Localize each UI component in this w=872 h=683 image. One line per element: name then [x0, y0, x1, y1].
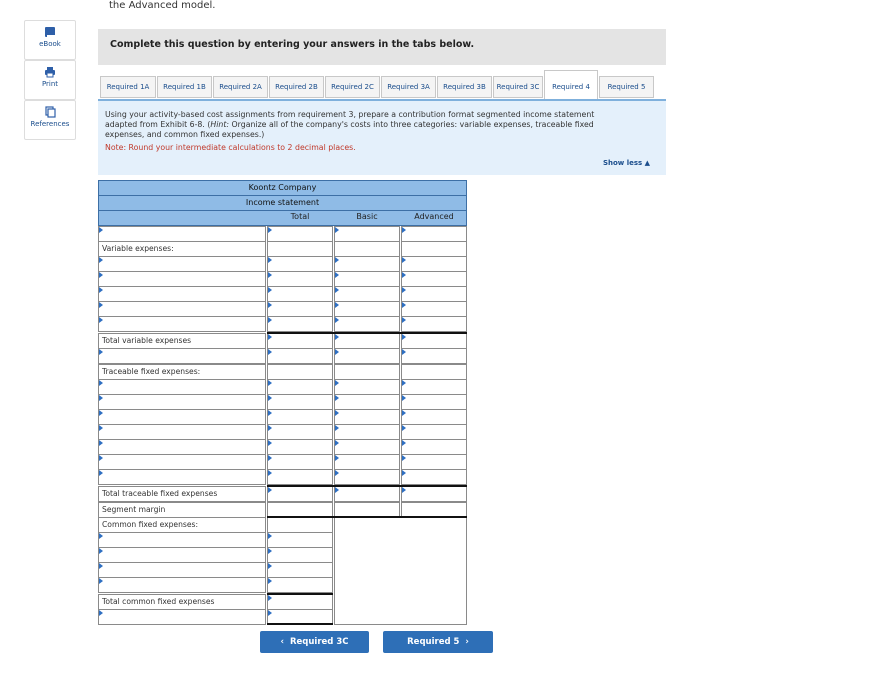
instruction-banner [98, 29, 666, 65]
variable-expense-row-3-label-cell[interactable] [98, 286, 266, 302]
traceable-fixed-row-5-basic-input[interactable] [334, 439, 400, 455]
chevron-right-icon: › [465, 637, 469, 647]
segment-margin-row-label-cell [98, 502, 266, 518]
common-fixed-row-2-label-cell[interactable] [98, 547, 266, 563]
company-name: Koontz Company [248, 183, 317, 192]
statement-title-header [98, 195, 467, 211]
book-icon [44, 26, 56, 38]
traceable-fixed-row-4-advanced-input[interactable] [401, 424, 467, 440]
traceable-fixed-header-row-basic-input [334, 364, 400, 380]
total-variable-expenses-row-basic-input[interactable] [334, 333, 400, 349]
traceable-fixed-row-2-total-input[interactable] [267, 394, 333, 410]
references-label: References [30, 120, 70, 128]
variable-expense-row-3-advanced-input[interactable] [401, 286, 467, 302]
revenue-row-advanced-input[interactable] [401, 226, 467, 242]
traceable-fixed-row-4-total-input[interactable] [267, 424, 333, 440]
rounding-note: Note: Round your intermediate calculations to 2 decimal places. [105, 143, 356, 152]
tab-required-4[interactable]: Required 4 [544, 70, 598, 100]
show-less-toggle[interactable] [603, 159, 650, 167]
company-name-header [98, 180, 467, 196]
traceable-fixed-row-3-label-cell[interactable] [98, 409, 266, 425]
segment-margin-row-label: Segment margin [102, 505, 166, 514]
instructions-panel [98, 101, 666, 175]
variable-expense-row-2-advanced-input[interactable] [401, 271, 467, 287]
prev-required-button[interactable] [260, 631, 369, 653]
tab-required-2c[interactable]: Required 2C [325, 76, 380, 98]
total-rule-2 [267, 485, 467, 487]
traceable-fixed-row-6-advanced-input[interactable] [401, 454, 467, 470]
total-variable-expenses-row-advanced-input[interactable] [401, 333, 467, 349]
variable-expense-row-4-label-cell[interactable] [98, 301, 266, 317]
total-rule-3 [267, 516, 467, 518]
total-traceable-fixed-row-label: Total traceable fixed expenses [102, 489, 218, 498]
tab-bar [98, 70, 666, 100]
traceable-fixed-row-1-basic-input[interactable] [334, 379, 400, 395]
variable-expense-row-5-advanced-input[interactable] [401, 316, 467, 332]
total-variable-expenses-row-label: Total variable expenses [102, 336, 192, 345]
net-operating-income-row-label-cell[interactable] [98, 609, 266, 625]
traceable-fixed-row-2-basic-input[interactable] [334, 394, 400, 410]
tab-required-2b[interactable]: Required 2B [269, 76, 324, 98]
variable-expense-row-1-advanced-input[interactable] [401, 256, 467, 272]
variable-expense-row-4-basic-input[interactable] [334, 301, 400, 317]
variable-expense-row-2-label-cell[interactable] [98, 271, 266, 287]
instructions-line-3: expenses, and common fixed expenses.) [105, 130, 265, 139]
empty-segment-area [334, 517, 467, 625]
total-rule-4 [267, 593, 333, 595]
revenue-row-label-cell[interactable] [98, 226, 266, 242]
tab-required-5[interactable]: Required 5 [599, 76, 654, 98]
traceable-fixed-row-2-label-cell[interactable] [98, 394, 266, 410]
variable-expense-row-1-basic-input[interactable] [334, 256, 400, 272]
traceable-fixed-row-4-basic-input[interactable] [334, 424, 400, 440]
traceable-fixed-header-row-total-input [267, 364, 333, 380]
variable-expense-row-4-advanced-input[interactable] [401, 301, 467, 317]
variable-expense-row-3-basic-input[interactable] [334, 286, 400, 302]
print-label: Print [41, 80, 59, 88]
caret-up-icon: ▲ [644, 159, 650, 167]
variable-expense-row-2-total-input[interactable] [267, 271, 333, 287]
print-button[interactable] [24, 60, 76, 100]
variable-expense-row-4-total-input[interactable] [267, 301, 333, 317]
traceable-fixed-row-5-total-input[interactable] [267, 439, 333, 455]
column-header-total: Total [290, 212, 310, 221]
common-fixed-header-row-label: Common fixed expenses: [102, 520, 199, 529]
traceable-fixed-row-7-label-cell[interactable] [98, 469, 266, 485]
traceable-fixed-row-7-basic-input[interactable] [334, 469, 400, 485]
tab-required-3b[interactable]: Required 3B [437, 76, 492, 98]
common-fixed-row-1-label-cell[interactable] [98, 532, 266, 548]
traceable-fixed-header-row-advanced-input [401, 364, 467, 380]
traceable-fixed-row-3-basic-input[interactable] [334, 409, 400, 425]
tab-required-1b[interactable]: Required 1B [157, 76, 212, 98]
instructions-text [105, 110, 657, 140]
traceable-fixed-row-5-advanced-input[interactable] [401, 439, 467, 455]
variable-expenses-header-row-advanced-input [401, 241, 467, 257]
total-variable-expenses-row-total-input[interactable] [267, 333, 333, 349]
references-button[interactable] [24, 100, 76, 140]
total-rule-5 [267, 623, 333, 625]
total-common-fixed-row-label-cell [98, 594, 266, 610]
hint-label: Hint: [210, 120, 230, 129]
common-fixed-header-row-label-cell [98, 517, 266, 533]
total-variable-expenses-row-label-cell [98, 333, 266, 349]
revenue-row-basic-input[interactable] [334, 226, 400, 242]
traceable-fixed-row-1-advanced-input[interactable] [401, 379, 467, 395]
column-header-basic: Basic [356, 212, 378, 221]
tab-required-1a[interactable]: Required 1A [100, 76, 156, 98]
variable-expenses-header-row-total-input [267, 241, 333, 257]
banner-text: Complete this question by entering your answers in the tabs below. [110, 39, 475, 50]
total-traceable-fixed-row-basic-input[interactable] [334, 486, 400, 502]
variable-expense-row-5-basic-input[interactable] [334, 316, 400, 332]
traceable-fixed-row-5-label-cell[interactable] [98, 439, 266, 455]
variable-expenses-header-row-label-cell [98, 241, 266, 257]
common-fixed-row-2-total-input[interactable] [267, 547, 333, 563]
total-rule-1 [267, 332, 467, 334]
traceable-fixed-row-1-label-cell[interactable] [98, 379, 266, 395]
references-icon [44, 106, 56, 118]
traceable-fixed-header-row-label-cell [98, 364, 266, 380]
show-less-label: Show less [602, 159, 643, 167]
common-fixed-row-1-total-input[interactable] [267, 532, 333, 548]
variable-expenses-header-row-basic-input [334, 241, 400, 257]
tab-required-3c[interactable]: Required 3C [493, 76, 543, 98]
contribution-margin-row-basic-input[interactable] [334, 348, 400, 364]
instructions-line-2-pre: adapted from Exhibit 6-8. ( [105, 120, 211, 129]
tab-required-2a[interactable]: Required 2A [213, 76, 268, 98]
total-traceable-fixed-row-label-cell [98, 486, 266, 502]
printer-icon [44, 66, 56, 78]
traceable-fixed-row-7-total-input[interactable] [267, 469, 333, 485]
traceable-fixed-header-row-label: Traceable fixed expenses: [102, 367, 201, 376]
variable-expense-row-5-label-cell[interactable] [98, 316, 266, 332]
traceable-fixed-row-3-total-input[interactable] [267, 409, 333, 425]
variable-expense-row-1-label-cell[interactable] [98, 256, 266, 272]
common-fixed-row-3-label-cell[interactable] [98, 562, 266, 578]
ebook-label: eBook [39, 40, 61, 48]
total-common-fixed-row-total-input[interactable] [267, 594, 333, 610]
common-fixed-row-4-total-input[interactable] [267, 577, 333, 593]
contribution-margin-row-advanced-input[interactable] [401, 348, 467, 364]
traceable-fixed-row-7-advanced-input[interactable] [401, 469, 467, 485]
instructions-line-1: Using your activity-based cost assignments from requirement 3, prepare a contribution format segmented income statement [105, 110, 595, 119]
contribution-margin-row-total-input[interactable] [267, 348, 333, 364]
variable-expense-row-2-basic-input[interactable] [334, 271, 400, 287]
traceable-fixed-row-6-total-input[interactable] [267, 454, 333, 470]
traceable-fixed-row-6-basic-input[interactable] [334, 454, 400, 470]
traceable-fixed-row-3-advanced-input[interactable] [401, 409, 467, 425]
total-traceable-fixed-row-total-input[interactable] [267, 486, 333, 502]
traceable-fixed-row-2-advanced-input[interactable] [401, 394, 467, 410]
common-fixed-header-row-total-input [267, 517, 333, 533]
column-header-advanced: Advanced [414, 212, 454, 221]
total-traceable-fixed-row-advanced-input[interactable] [401, 486, 467, 502]
chevron-left-icon: ‹ [280, 637, 285, 647]
intro-text: the Advanced model. [109, 0, 216, 11]
prev-label: Required 3C [289, 637, 349, 647]
instructions-line-2-post: Organize all of the company's costs into three categories: variable expenses, traceable fixed [229, 120, 594, 129]
contribution-margin-row-label-cell[interactable] [98, 348, 266, 364]
variable-expense-row-3-total-input[interactable] [267, 286, 333, 302]
traceable-fixed-row-6-label-cell[interactable] [98, 454, 266, 470]
ebook-button[interactable] [24, 20, 76, 60]
statement-title: Income statement [245, 198, 320, 207]
traceable-fixed-row-4-label-cell[interactable] [98, 424, 266, 440]
traceable-fixed-row-1-total-input[interactable] [267, 379, 333, 395]
variable-expense-row-5-total-input[interactable] [267, 316, 333, 332]
next-required-button[interactable] [383, 631, 493, 653]
variable-expense-row-1-total-input[interactable] [267, 256, 333, 272]
total-common-fixed-row-label: Total common fixed expenses [102, 597, 215, 606]
revenue-row-total-input[interactable] [267, 226, 333, 242]
next-label: Required 5 [407, 637, 460, 647]
variable-expenses-header-row-label: Variable expenses: [102, 244, 174, 253]
common-fixed-row-4-label-cell[interactable] [98, 577, 266, 593]
tab-required-3a[interactable]: Required 3A [381, 76, 436, 98]
common-fixed-row-3-total-input[interactable] [267, 562, 333, 578]
